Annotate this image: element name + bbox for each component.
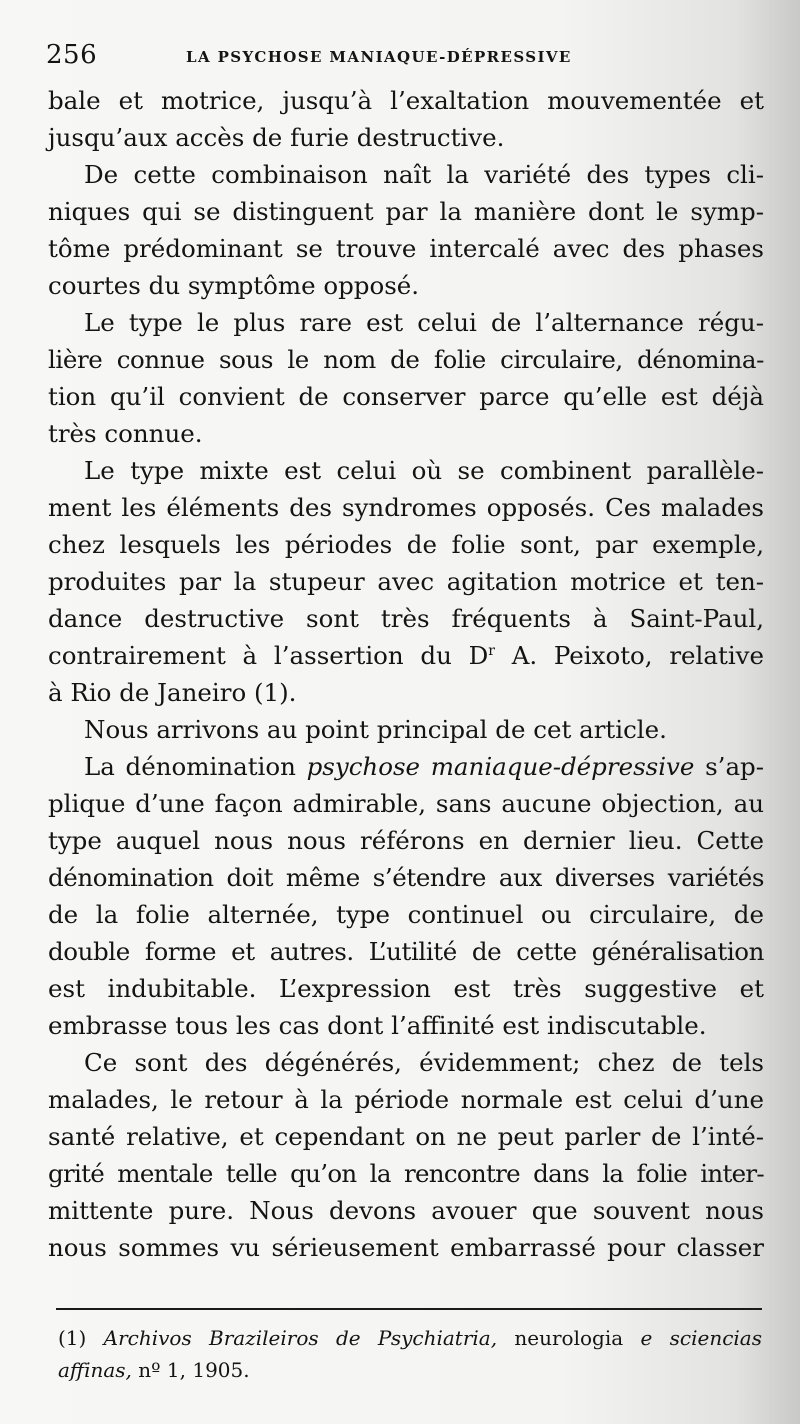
running-head [46, 40, 756, 74]
text-line: embrasse tous les cas dont l’affinité est indiscutable. [48, 1011, 707, 1040]
footnote-line [58, 1354, 762, 1386]
text-segment: La dénomination [84, 752, 307, 781]
text-line: bale et motrice, jusqu’à l’exaltation mouvementée et [48, 86, 764, 115]
running-title: LA PSYCHOSE MANIAQUE-DÉPRESSIVE [186, 48, 572, 66]
text-line: Nous arrivons au point principal de cet article. [84, 715, 667, 744]
text-line: grité mentale telle qu’on la rencontre dans la folie inter- [48, 1159, 764, 1188]
text-line-with-superscript [48, 637, 764, 674]
text-line: est indubitable. L’expression est très suggestive et [48, 974, 764, 1003]
footnote-journal-title: Archivos Brazileiros de Psychiatria, [103, 1326, 498, 1350]
text-line: De cette combinaison naît la variété des types cli- [84, 160, 764, 189]
text-line: à Rio de Janeiro (1). [48, 678, 297, 707]
text-segment: A. Peixoto, relative [494, 641, 764, 670]
text-line: nous sommes vu sérieusement embarrassé pour classer [48, 1233, 764, 1262]
text-line: niques qui se distinguent par la manière dont le symp- [48, 197, 764, 226]
text-line: produites par la stupeur avec agitation motrice et ten- [48, 567, 764, 596]
text-line: très connue. [48, 419, 203, 448]
text-line: tôme prédominant se trouve intercalé avec des phases [48, 234, 764, 263]
text-segment: s’ap- [694, 752, 765, 781]
footnote-text: neurologia [497, 1326, 641, 1350]
footnote-marker: (1) [58, 1326, 104, 1350]
footnote-journal-title-end: sciencias [652, 1326, 762, 1350]
text-line: Ce sont des dégénérés, évidemment; chez de tels [84, 1048, 764, 1077]
text-line: Le type le plus rare est celui de l’alternance régu- [84, 308, 764, 337]
text-line: jusqu’aux accès de furie destructive. [48, 123, 505, 152]
text-line: santé relative, et cependant on ne peut parler de l’inté- [48, 1122, 764, 1151]
footnote [58, 1322, 762, 1386]
footnote-divider [56, 1308, 762, 1310]
text-line: type auquel nous nous référons en dernier lieu. Cette [48, 826, 764, 855]
text-line: dance destructive sont très fréquents à Saint-Paul, [48, 604, 764, 633]
text-line: courtes du symptôme opposé. [48, 271, 420, 300]
text-line: malades, le retour à la période normale est celui d’une [48, 1085, 764, 1114]
text-line: double forme et autres. L’utilité de cette généralisation [48, 937, 764, 966]
body-text [48, 82, 764, 1266]
text-line: plique d’une façon admirable, sans aucune objection, au [48, 789, 764, 818]
superscript-r: r [488, 643, 495, 659]
text-line-with-italic [48, 748, 764, 785]
text-line: dénomination doit même s’étendre aux diverses variétés [48, 863, 764, 892]
text-line: tion qu’il convient de conserver parce qu’elle est déjà [48, 382, 764, 411]
text-line: lière connue sous le nom de folie circulaire, dénomina- [48, 345, 764, 374]
footnote-issue: nº 1, 1905. [131, 1358, 250, 1382]
footnote-journal-title-cont: affinas, [58, 1358, 132, 1382]
footnote-line [58, 1322, 762, 1354]
italic-term: psychose maniaque-dépressive [306, 752, 695, 781]
text-line: mittente pure. Nous devons avouer que souvent nous [48, 1196, 764, 1225]
text-line: ment les éléments des syndromes opposés. Ces malades [48, 493, 764, 522]
text-line: chez lesquels les périodes de folie sont, par exemple, [48, 530, 764, 559]
text-line: Le type mixte est celui où se combinent parallèle- [84, 456, 764, 485]
text-line: de la folie alternée, type continuel ou circulaire, de [48, 900, 764, 929]
page-number: 256 [46, 40, 98, 70]
footnote-text-italic: e [640, 1326, 653, 1350]
text-segment: contrairement à l’assertion du D [48, 641, 489, 670]
